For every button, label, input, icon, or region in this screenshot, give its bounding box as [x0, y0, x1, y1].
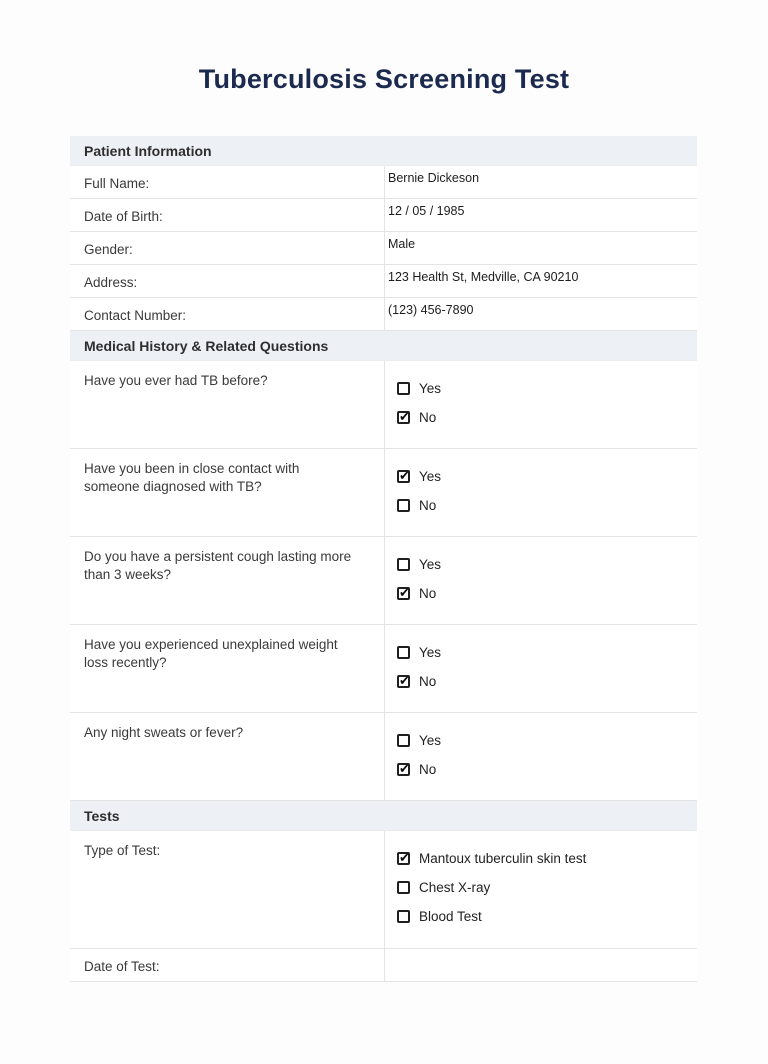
section-header-tests: Tests — [70, 801, 697, 831]
option-no — [397, 498, 697, 513]
row-date-of-test — [70, 949, 697, 982]
field-value-contact-number: (123) 456-7890 — [384, 298, 697, 330]
field-label-address: Address: — [84, 275, 138, 290]
screening-form — [70, 136, 697, 982]
option-label: Blood Test — [419, 909, 482, 924]
question-text: Any night sweats or fever? — [84, 725, 244, 740]
question-row-tb-before — [70, 361, 697, 449]
row-full-name — [70, 166, 697, 199]
question-row-weight-loss — [70, 625, 697, 713]
option-label: Yes — [419, 381, 442, 396]
question-row-night-sweats — [70, 713, 697, 801]
option-mantoux — [397, 851, 697, 866]
option-blood-test — [397, 909, 697, 924]
option-label: Yes — [419, 733, 442, 748]
page-title: Tuberculosis Screening Test — [198, 64, 570, 94]
section-header-medical-history: Medical History & Related Questions — [70, 331, 697, 361]
option-label: No — [419, 674, 437, 689]
question-options — [384, 449, 697, 536]
question-options — [384, 713, 697, 800]
row-address — [70, 265, 697, 298]
no-checkbox[interactable] — [397, 763, 410, 776]
question-options — [384, 625, 697, 712]
option-chest-xray — [397, 880, 697, 895]
test-type-options — [384, 831, 697, 948]
yes-checkbox[interactable] — [397, 734, 410, 747]
option-no — [397, 586, 697, 601]
field-label-date-of-test: Date of Test: — [84, 959, 160, 974]
yes-checkbox[interactable] — [397, 646, 410, 659]
option-no — [397, 410, 697, 425]
yes-checkbox[interactable] — [397, 470, 410, 483]
option-label: No — [419, 410, 437, 425]
field-label-type-of-test: Type of Test: — [84, 843, 161, 858]
question-options — [384, 537, 697, 624]
field-value-address: 123 Health St, Medville, CA 90210 — [384, 265, 697, 297]
field-label-full-name: Full Name: — [84, 176, 150, 191]
row-contact-number — [70, 298, 697, 331]
option-yes — [397, 381, 697, 396]
section-header-patient-information: Patient Information — [70, 136, 697, 166]
no-checkbox[interactable] — [397, 675, 410, 688]
option-label: Mantoux tuberculin skin test — [419, 851, 587, 866]
row-date-of-birth — [70, 199, 697, 232]
field-label-contact-number: Contact Number: — [84, 308, 187, 323]
mantoux-checkbox[interactable] — [397, 852, 410, 865]
question-text: Have you ever had TB before? — [84, 373, 268, 388]
question-row-persistent-cough — [70, 537, 697, 625]
no-checkbox[interactable] — [397, 411, 410, 424]
question-text: Do you have a persistent cough lasting more than 3 weeks? — [84, 549, 352, 582]
field-value-date-of-birth: 12 / 05 / 1985 — [384, 199, 697, 231]
option-no — [397, 674, 697, 689]
option-no — [397, 762, 697, 777]
field-label-gender: Gender: — [84, 242, 133, 257]
option-label: Yes — [419, 469, 442, 484]
option-yes — [397, 645, 697, 660]
yes-checkbox[interactable] — [397, 382, 410, 395]
row-type-of-test — [70, 831, 697, 949]
row-gender — [70, 232, 697, 265]
question-options — [384, 361, 697, 448]
option-label: Chest X-ray — [419, 880, 491, 895]
field-value-full-name: Bernie Dickeson — [384, 166, 697, 198]
option-label: Yes — [419, 557, 442, 572]
no-checkbox[interactable] — [397, 587, 410, 600]
field-value-date-of-test — [384, 949, 697, 981]
field-value-gender: Male — [384, 232, 697, 264]
option-yes — [397, 557, 697, 572]
yes-checkbox[interactable] — [397, 558, 410, 571]
question-text: Have you experienced unexplained weight loss recently? — [84, 637, 338, 670]
option-label: No — [419, 586, 437, 601]
question-text: Have you been in close contact with someone diagnosed with TB? — [84, 461, 300, 494]
blood-test-checkbox[interactable] — [397, 910, 410, 923]
option-yes — [397, 469, 697, 484]
no-checkbox[interactable] — [397, 499, 410, 512]
field-label-date-of-birth: Date of Birth: — [84, 209, 163, 224]
option-label: No — [419, 498, 437, 513]
option-yes — [397, 733, 697, 748]
question-row-close-contact — [70, 449, 697, 537]
option-label: No — [419, 762, 437, 777]
chest-xray-checkbox[interactable] — [397, 881, 410, 894]
option-label: Yes — [419, 645, 442, 660]
